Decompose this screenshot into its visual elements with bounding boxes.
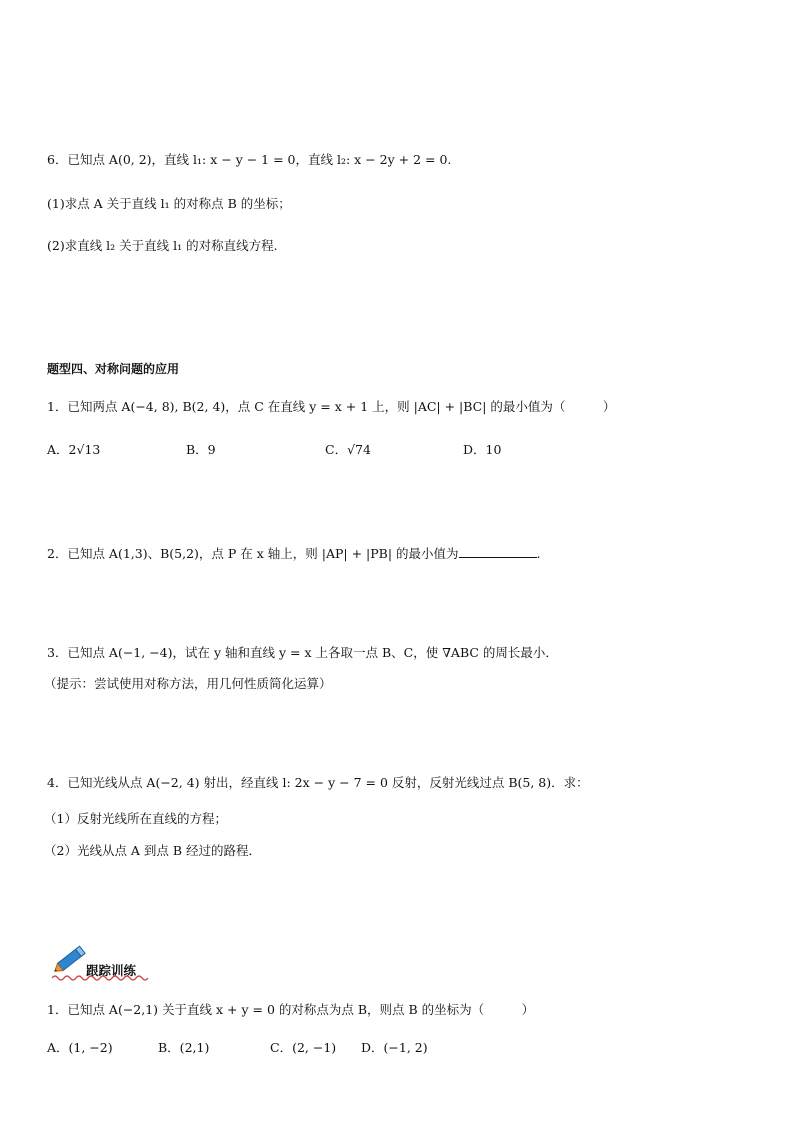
s4-q1-option-d: D．10 xyxy=(463,442,502,457)
s4-q4-part2: （2）光线从点 A 到点 B 经过的路程． xyxy=(44,843,262,858)
s4-q2-stem xyxy=(47,546,541,562)
section4-title: 题型四、对称问题的应用 xyxy=(47,362,180,376)
s4-q4-part1: （1）反射光线所在直线的方程； xyxy=(44,811,227,826)
s4-q2-stem-end: . xyxy=(536,546,541,561)
s4-q1-option-c: C．√74 xyxy=(325,442,371,457)
s4-q1-stem: 1．已知两点 A(−4, 8), B(2, 4)，点 C 在直线 y = x + 1 上，则 |AC| + |BC| 的最小值为（ ） xyxy=(47,399,616,414)
q6-part2: (2)求直线 l₂ 关于直线 l₁ 的对称直线方程. xyxy=(47,238,278,253)
s4-q1-option-a: A．2√13 xyxy=(47,442,101,457)
s4-q1-option-b: B．9 xyxy=(186,442,216,457)
answer-blank[interactable] xyxy=(459,546,537,558)
tracking-q1-option-c: C．(2, −1) xyxy=(270,1040,337,1055)
q6-part1: (1)求点 A 关于直线 l₁ 的对称点 B 的坐标； xyxy=(47,196,291,211)
q6-stem: 6．已知点 A(0, 2)，直线 l₁: x − y − 1 = 0，直线 l₂: x − 2y + 2 = 0. xyxy=(47,152,452,167)
red-wave-underline xyxy=(52,974,152,982)
tracking-label: 跟踪训练 xyxy=(86,963,137,978)
s4-q3-hint: （提示：尝试使用对称方法，用几何性质简化运算） xyxy=(44,676,332,691)
tracking-q1-option-d: D．(−1, 2) xyxy=(361,1040,428,1055)
tracking-q1-stem: 1．已知点 A(−2,1) 关于直线 x + y = 0 的对称点为点 B，则点 B 的坐标为（ ） xyxy=(47,1002,535,1017)
s4-q2-stem-text: 2．已知点 A(1,3)、B(5,2)，点 P 在 x 轴上，则 |AP| + |PB| 的最小值为 xyxy=(47,546,459,561)
tracking-q1-option-b: B．(2,1) xyxy=(158,1040,210,1055)
s4-q4-stem: 4．已知光线从点 A(−2, 4) 射出，经直线 l: 2x − y − 7 = 0 反射，反射光线过点 B(5, 8)．求： xyxy=(47,775,589,790)
s4-q3-stem: 3．已知点 A(−1, −4)，试在 y 轴和直线 y = x 上各取一点 B、C，使 ∇ABC 的周长最小． xyxy=(47,645,558,660)
tracking-q1-option-a: A．(1, −2) xyxy=(47,1040,113,1055)
